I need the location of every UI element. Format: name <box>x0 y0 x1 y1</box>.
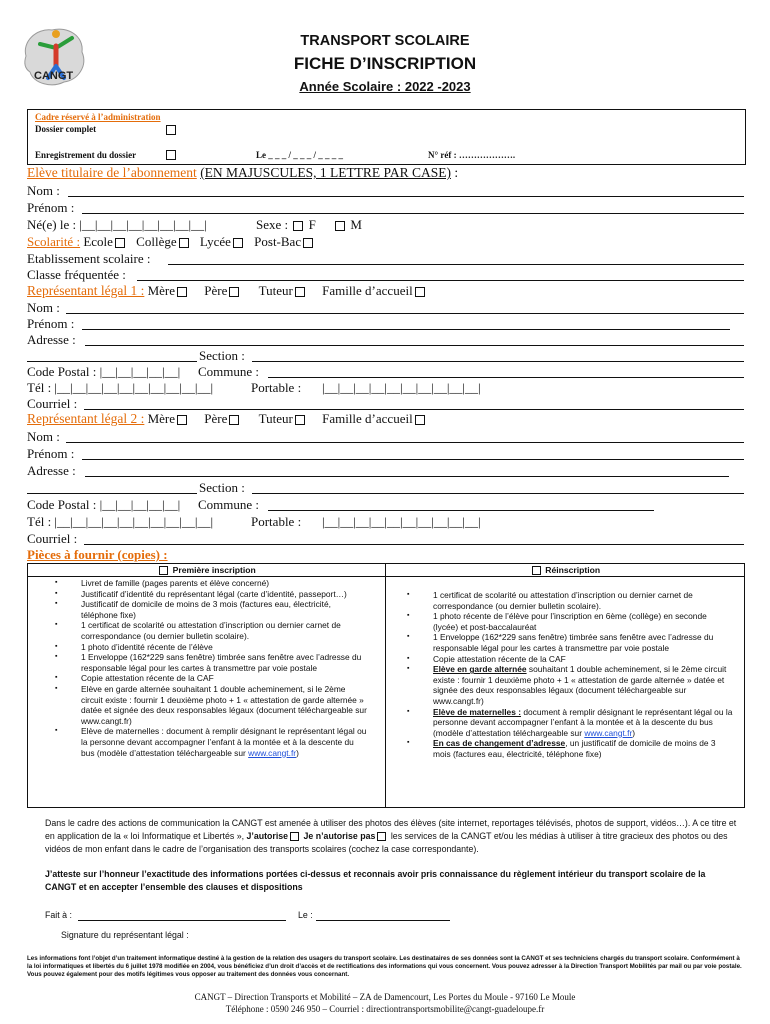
rep1-famille-checkbox[interactable] <box>415 287 425 297</box>
col2-item <box>433 707 733 739</box>
college-label: Collège <box>136 234 177 249</box>
rep1-pere-checkbox[interactable] <box>229 287 239 297</box>
rep1-tuteur-label: Tuteur <box>258 283 293 298</box>
sign-le-label: Le : <box>298 910 313 920</box>
rep2-portable-label: Portable : <box>251 514 302 529</box>
rep1-adresse-field[interactable] <box>85 345 744 346</box>
rep1-prenom-label: Prénom : <box>27 316 75 331</box>
col2-item <box>433 664 733 706</box>
title-fiche: FICHE D’INSCRIPTION <box>293 54 477 73</box>
eleve-prenom-label: Prénom : <box>27 200 75 215</box>
col1-item: ▪ Livret de famille (pages parents et élève concerné) <box>81 578 369 589</box>
eleve-prenom-field[interactable] <box>82 213 744 214</box>
dossier-complet-label: Dossier complet <box>35 124 97 134</box>
rep1-heading: Représentant légal 1 : <box>27 283 145 298</box>
col2-item: ▪ 1 Enveloppe (162*229 sans fenêtre) timbrée sans fenêtre avec l’adresse du responsable légal pour les cartes à transmettre par voie postale <box>433 632 733 653</box>
ecole-checkbox[interactable] <box>115 238 125 248</box>
rep1-pere-label: Père <box>204 283 228 298</box>
rep1-tel-field[interactable]: Tél : |__|__|__|__|__|__|__|__|__|__| <box>27 380 214 395</box>
col1-item: ▪ Elève en garde alternée souhaitant 1 double acheminement, si le 2ème circuit existe : fournir 1 deuxième photo + 1 « attestation de garde alternée » datée et signée des deux responsables légaux (document téléchargeable sur www.cangt.fr) <box>81 684 369 726</box>
etablissement-field[interactable] <box>168 264 744 265</box>
logo-text: CANGT <box>34 70 74 82</box>
col2-item-close: ) <box>632 727 636 738</box>
col2-title: Réinscription <box>545 565 601 575</box>
col1-item: ▪ Copie attestation récente de la CAF <box>81 673 369 684</box>
sexe-label: Sexe : <box>256 217 289 232</box>
ecole-label: Ecole <box>83 234 113 249</box>
dossier-complet-checkbox[interactable] <box>166 125 176 135</box>
rep1-portable-label: Portable : <box>251 380 302 395</box>
col1-item: ▪ Justificatif d’identité du représentant légal (carte d’identité, passeport…) <box>81 589 369 600</box>
eleve-nom-label: Nom : <box>27 183 60 198</box>
eleve-heading-row <box>27 165 458 181</box>
consent-paragraph <box>45 817 739 856</box>
col2-item: ▪ 1 certificat de scolarité ou attestation d’inscription ou dernier carnet de correspondance (ou dernier bulletin scolaire). <box>433 590 733 611</box>
consent-text-1: Dans le cadre des actions de communication la CANGT est amenée à utiliser des photos des élèves (site internet, reportages télévisés, photos de support, vidéos…). A ce titre et en application de la « loi Informatique et Libertés », <box>45 818 737 841</box>
attestation: J’atteste sur l’honneur l’exactitude des informations portées ci-dessus et reconnais avoir pris connaissance du règlement intérieur du transport scolaire de la CANGT et en accepter l’ensemble des clauses et dispositions <box>45 869 706 892</box>
footer-address: CANGT – Direction Transports et Mobilité – ZA de Damencourt, Les Portes du Moule - 97160 Le Moule <box>194 992 576 1002</box>
col1-title-row <box>27 565 386 575</box>
classe-field[interactable] <box>137 280 744 281</box>
col2-item-bold: Elève de maternelles : <box>433 706 521 717</box>
rep2-section-label: Section : <box>199 480 245 495</box>
rep1-nom-label: Nom : <box>27 300 60 315</box>
rep1-commune-field[interactable] <box>268 377 744 378</box>
college-checkbox[interactable] <box>179 238 189 248</box>
rep1-heading-row <box>27 283 427 299</box>
admin-heading: Cadre réservé à l’administration <box>35 112 161 122</box>
cangt-link[interactable]: www.cangt.fr <box>248 747 297 758</box>
fait-a-field[interactable] <box>78 920 286 921</box>
admin-ref: N° réf : ………………. <box>428 150 516 160</box>
rep1-section-label: Section : <box>199 348 245 363</box>
rep2-tuteur-label: Tuteur <box>258 411 293 426</box>
col2-list-wrap <box>395 590 733 760</box>
rep1-section-field[interactable] <box>252 361 744 362</box>
etablissement-label: Etablissement scolaire : <box>27 251 151 266</box>
cangt-link[interactable]: www.cangt.fr <box>584 727 633 738</box>
col2-item: ▪ Copie attestation récente de la CAF <box>433 654 733 665</box>
rep1-adresse-label: Adresse : <box>27 332 76 347</box>
rep1-nom-field[interactable] <box>66 313 744 314</box>
lycee-label: Lycée <box>199 234 231 249</box>
rep2-adresse-field[interactable] <box>85 476 729 477</box>
pieces-heading: Pièces à fournir (copies) : <box>27 547 168 562</box>
col2-list <box>395 590 733 760</box>
rep1-commune-label: Commune : <box>198 364 260 379</box>
consent-text-2: les services de la CANGT et/ou les médias à utiliser à titre gracieux des photos ou des vidéos de mon enfant dans le cadre de l’organisation des transports scolaires (cochez la case correspondante). <box>45 831 728 854</box>
sexe-f-checkbox[interactable] <box>293 221 303 231</box>
col2-item-text: , un justificatif de domicile de moins de 3 mois (factures eau, électricité, téléphone fixe) <box>433 738 716 759</box>
rep1-adresse-line2[interactable] <box>27 361 197 362</box>
col1-item <box>81 726 369 758</box>
col1-item: ▪ 1 photo d’identité récente de l’élève <box>81 642 369 653</box>
classe-label: Classe fréquentée : <box>27 267 126 282</box>
col1-item-close: ) <box>296 747 299 758</box>
col1-item-text: Elève de maternelles : document à remplir désignant le représentant légal ou la personne devant accompagner l’enfant à la montée et à la descente du bus (modèle d’attestation téléchargeable sur <box>81 726 367 758</box>
rep2-adresse-line2[interactable] <box>27 493 197 494</box>
rep1-code-postal-field[interactable]: Code Postal : |__|__|__|__|__| <box>27 364 181 379</box>
col2-title-row <box>386 565 744 575</box>
rep2-mere-checkbox[interactable] <box>177 415 187 425</box>
premiere-inscription-checkbox[interactable] <box>159 566 168 575</box>
rep2-heading-row <box>27 411 427 427</box>
legal-notice: Les informations font l’objet d’un traitement informatique destiné à la gestion de la relation des usagers du transport scolaire. Les destinataires de ses données sont la CANGT et ses techniciens chargés du transport scolaire. Conformément à la loi informatiques et libertés du 6 juillet 1978 modifiée en 2004, vous bénéficiez d’un droit d’accès et de rectifications des informations qui vous concernent. Vous pouvez adresser à la Direction Transport Mobilités par mail ou par voie postale. Vous pouvez également pour des motifs légitimes vous opposer au traitement des données vous concernant. <box>27 955 742 978</box>
rep2-courriel-label: Courriel : <box>27 531 78 546</box>
eleve-heading-note: (EN MAJUSCULES, 1 LETTRE PAR CASE) <box>200 165 451 180</box>
rep1-mere-label: Mère <box>147 283 176 298</box>
col2-item: ▪ 1 photo récente de l’élève pour l’inscription en 6ème (collège) en seconde (lycée) et post-baccalauréat <box>433 611 733 632</box>
rep2-tel-field[interactable]: Tél : |__|__|__|__|__|__|__|__|__|__| <box>27 514 214 529</box>
footer-contact: Téléphone : 0590 246 950 – Courriel : directiontransportsmobilite@cangt-guadeloupe.fr <box>225 1004 545 1014</box>
rep2-commune-label: Commune : <box>198 497 260 512</box>
rep2-tuteur-checkbox[interactable] <box>295 415 305 425</box>
col1-title: Première inscription <box>172 565 256 575</box>
eleve-sexe-row <box>256 217 362 233</box>
col2-item-text: souhaitant 1 double acheminement, si le 2ème circuit existe : fournir 1 deuxième photo + 1 « attestation de garde alternée » datée et signée des deux responsables légaux (document téléchargeable sur www.cangt.fr) <box>433 664 727 706</box>
reinscription-checkbox[interactable] <box>532 566 541 575</box>
rep2-nom-field[interactable] <box>66 442 744 443</box>
rep1-portable-field[interactable]: |__|__|__|__|__|__|__|__|__|__| <box>322 380 481 395</box>
autorise-checkbox[interactable] <box>290 832 299 841</box>
fait-a-label: Fait à : <box>45 910 72 920</box>
scolarite-row <box>27 234 315 250</box>
col1-item: ▪ 1 Enveloppe (162*229 sans fenêtre) timbrée sans fenêtre avec l’adresse du responsable légal pour les cartes à transmettre par voie postale <box>81 652 369 673</box>
rep2-courriel-field[interactable] <box>84 544 744 545</box>
pieces-table-divider <box>385 563 386 807</box>
col2-item <box>433 738 733 759</box>
scolarite-label: Scolarité : <box>27 234 81 249</box>
admin-date: Le _ _ _ / _ _ _ / _ _ _ _ <box>256 150 343 160</box>
rep2-prenom-label: Prénom : <box>27 446 75 461</box>
lycee-checkbox[interactable] <box>233 238 243 248</box>
autorise-label: J’autorise <box>246 831 289 841</box>
postbac-label: Post-Bac <box>254 234 302 249</box>
rep2-nom-label: Nom : <box>27 429 60 444</box>
signature-label: Signature du représentant légal : <box>61 930 189 940</box>
postbac-checkbox[interactable] <box>303 238 313 248</box>
col1-list <box>43 578 369 758</box>
rep1-prenom-field[interactable] <box>82 329 730 330</box>
col1-item: ▪ Justificatif de domicile de moins de 3 mois (factures eau, électricité, téléphone fixe) <box>81 599 369 620</box>
rep2-famille-checkbox[interactable] <box>415 415 425 425</box>
eleve-heading-colon: : <box>454 165 459 180</box>
rep1-mere-checkbox[interactable] <box>177 287 187 297</box>
admin-box <box>27 109 746 165</box>
sign-le-field[interactable] <box>316 920 450 921</box>
nautorise-checkbox[interactable] <box>377 832 386 841</box>
enregistrement-label: Enregistrement du dossier <box>35 150 137 160</box>
enregistrement-checkbox[interactable] <box>166 150 176 160</box>
col2-item-bold: Elève en garde alternée <box>433 664 527 675</box>
rep1-courriel-label: Courriel : <box>27 396 78 411</box>
rep1-famille-label: Famille d’accueil <box>322 283 413 298</box>
rep2-prenom-field[interactable] <box>82 459 744 460</box>
school-year: Année Scolaire : 2022 -2023 <box>299 79 471 94</box>
rep2-code-postal-field[interactable]: Code Postal : |__|__|__|__|__| <box>27 497 181 512</box>
col1-list-wrap <box>43 578 369 758</box>
col2-item-text: document à remplir désignant le représentant légal ou la personne devant accompagner l’enfant à la montée et à la descente du bus (modèle d’attestation téléchargeable sur <box>433 706 733 738</box>
rep2-commune-field[interactable] <box>268 510 654 511</box>
sexe-m-label: M <box>350 217 362 232</box>
rep1-tuteur-checkbox[interactable] <box>295 287 305 297</box>
sexe-f-label: F <box>308 217 316 232</box>
rep1-courriel-field[interactable] <box>84 409 744 410</box>
rep2-portable-field[interactable]: |__|__|__|__|__|__|__|__|__|__| <box>322 514 481 529</box>
rep2-section-field[interactable] <box>252 493 744 494</box>
title-transport: TRANSPORT SCOLAIRE <box>300 33 470 49</box>
pieces-table-header-line <box>27 576 744 577</box>
eleve-heading: Elève titulaire de l’abonnement <box>27 165 197 180</box>
rep2-heading: Représentant légal 2 : <box>27 411 145 426</box>
eleve-naissance-field[interactable]: Né(e) le : |__|__|__|__|__|__|__|__| <box>27 217 207 232</box>
sexe-m-checkbox[interactable] <box>335 221 345 231</box>
rep2-adresse-label: Adresse : <box>27 463 76 478</box>
rep2-mere-label: Mère <box>147 411 176 426</box>
rep2-famille-label: Famille d’accueil <box>322 411 413 426</box>
col2-item-bold: En cas de changement d’adresse <box>433 738 566 749</box>
nautorise-label: Je n’autorise pas <box>303 831 376 841</box>
col1-item: ▪ 1 certificat de scolarité ou attestation d’inscription ou dernier carnet de correspondance (ou dernier bulletin scolaire). <box>81 620 369 641</box>
rep2-pere-checkbox[interactable] <box>229 415 239 425</box>
eleve-nom-field[interactable] <box>68 196 744 197</box>
rep2-pere-label: Père <box>204 411 228 426</box>
